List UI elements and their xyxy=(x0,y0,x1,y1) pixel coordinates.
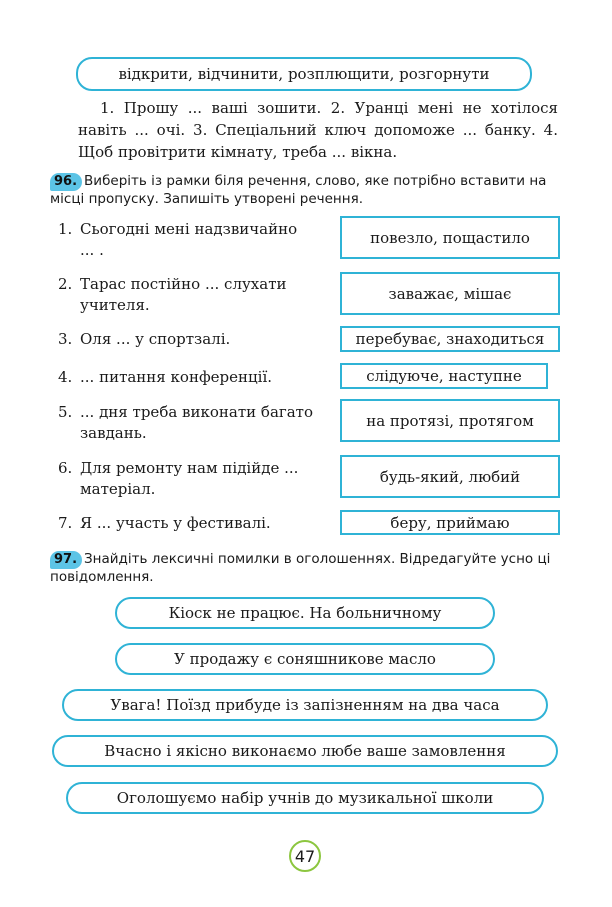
sentence-number: 3. xyxy=(58,330,73,348)
sentence-line: завдань. xyxy=(80,424,147,442)
sentence-4 xyxy=(58,367,328,388)
sentence-6 xyxy=(58,458,328,500)
sentence-7 xyxy=(58,513,328,534)
sentence-line: ... . xyxy=(80,241,104,259)
sentence-1 xyxy=(58,219,328,261)
exercise-text: 1. Прошу ... ваші зошити. 2. Уранці мені не хотілося навіть ... очі. 3. Спеціальний ключ допоможе ... банку. 4. Щоб провітрити кімнату, треба ... вікна. xyxy=(78,99,558,161)
sentence-number: 4. xyxy=(58,368,73,386)
announcement-5: Оголошуємо набір учнів до музикальної школи xyxy=(66,782,544,814)
announcement-1: Кіоск не працює. На больничному xyxy=(115,597,495,629)
task-instruction: Знайдіть лексичні помилки в оголошеннях. Відредагуйте усно ці повідомлення. xyxy=(50,551,551,585)
choice-box-4: слідуюче, наступне xyxy=(340,363,548,389)
word-frame: відкрити, відчинити, розплющити, розгорнути xyxy=(76,57,532,91)
sentence-number: 6. xyxy=(58,459,73,477)
sentence-line: матеріал. xyxy=(80,480,156,498)
sentence-3 xyxy=(58,329,328,350)
announcement-3: Увага! Поїзд прибуде із запізненням на два часа xyxy=(62,689,548,721)
announcement-2: У продажу є соняшникове масло xyxy=(115,643,495,675)
sentence-2 xyxy=(58,274,328,316)
task-number-badge: 96. xyxy=(50,173,82,191)
sentence-line: Тарас постійно ... слухати xyxy=(80,275,287,293)
page-number: 47 xyxy=(289,840,321,872)
task-instruction: Виберіть із рамки біля речення, слово, яке потрібно вставити на місці пропуску. Запишіть утворені речення. xyxy=(50,173,547,207)
sentence-line: учителя. xyxy=(80,296,150,314)
sentence-number: 1. xyxy=(58,220,73,238)
choice-box-7: беру, приймаю xyxy=(340,510,560,535)
sentence-line: Я ... участь у фестивалі. xyxy=(80,514,271,532)
choice-box-6: будь-який, любий xyxy=(340,455,560,498)
choice-box-1: повезло, пощастило xyxy=(340,216,560,259)
choice-box-5: на протязі, протягом xyxy=(340,399,560,442)
sentence-line: Сьогодні мені надзвичайно xyxy=(80,220,298,238)
sentence-line: ... дня треба виконати багато xyxy=(80,403,314,421)
announcement-4: Вчасно і якісно виконаємо любе ваше замовлення xyxy=(52,735,558,767)
task-97-header xyxy=(50,551,560,585)
sentence-number: 7. xyxy=(58,514,73,532)
choice-box-3: перебуває, знаходиться xyxy=(340,326,560,352)
task-number-badge: 97. xyxy=(50,551,82,569)
sentence-line: ... питання конференції. xyxy=(80,368,273,386)
sentence-line: Для ремонту нам підійде ... xyxy=(80,459,299,477)
choice-box-2: заважає, мішає xyxy=(340,272,560,315)
sentence-line: Оля ... у спортзалі. xyxy=(80,330,231,348)
sentence-5 xyxy=(58,402,328,444)
sentence-number: 2. xyxy=(58,275,73,293)
task-96-header xyxy=(50,173,560,207)
sentence-number: 5. xyxy=(58,403,73,421)
